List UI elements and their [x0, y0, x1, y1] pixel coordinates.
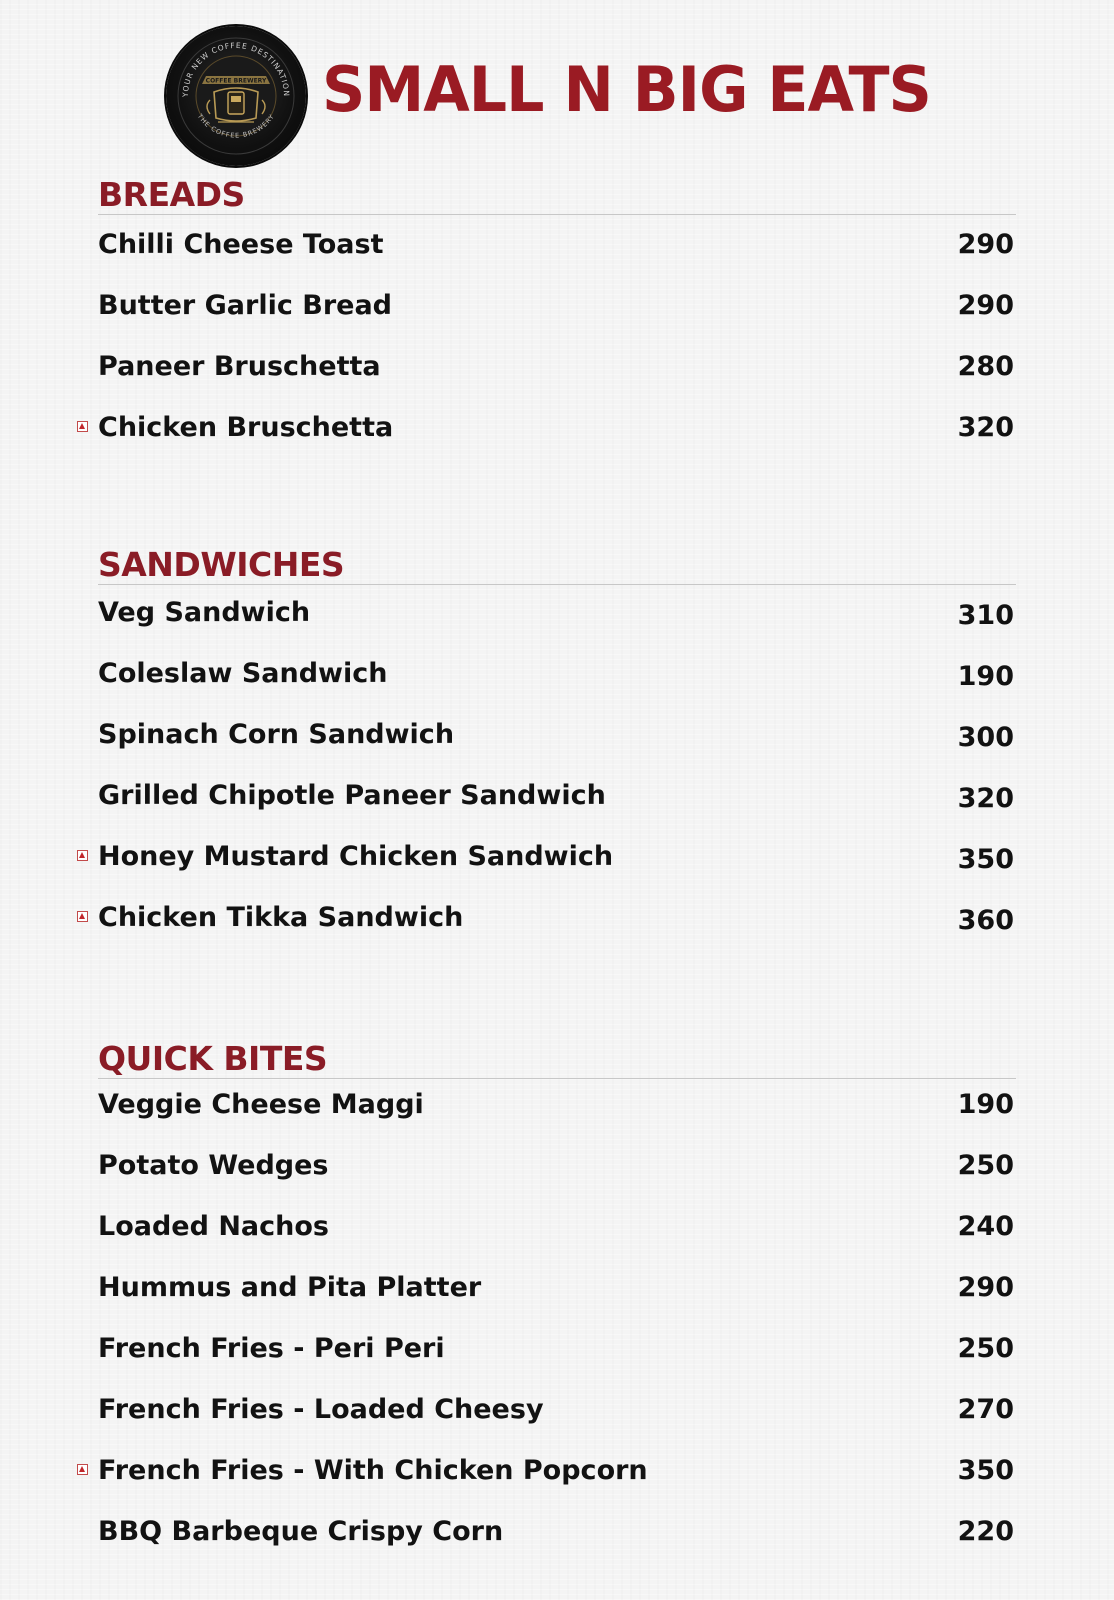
section-sandwiches — [98, 545, 1016, 936]
item-price: 360 — [957, 905, 1014, 936]
item-name: French Fries - Peri Peri — [98, 1333, 445, 1364]
item-name: French Fries - Loaded Cheesy — [98, 1394, 544, 1425]
item-price: 320 — [957, 783, 1014, 814]
item-name: Potato Wedges — [98, 1150, 329, 1181]
menu-item — [98, 776, 1016, 816]
menu-item — [98, 837, 1016, 877]
item-price: 320 — [957, 412, 1014, 443]
item-price: 350 — [957, 1455, 1014, 1486]
item-price: 220 — [957, 1516, 1014, 1547]
section-title: QUICK BITES — [98, 1040, 1016, 1079]
section-title: SANDWICHES — [98, 546, 1016, 585]
item-name: Chilli Cheese Toast — [98, 229, 384, 260]
item-price: 290 — [957, 1272, 1014, 1303]
menu-item — [98, 898, 1016, 938]
menu-item — [98, 1390, 1016, 1430]
item-name: Chicken Tikka Sandwich — [98, 902, 464, 933]
item-price: 250 — [957, 1150, 1014, 1181]
logo-ring-bottom-text: THE COFFEE BREWERY — [195, 112, 277, 140]
item-name: Coleslaw Sandwich — [98, 658, 388, 689]
item-name: Paneer Bruschetta — [98, 351, 381, 382]
logo-emblem-icon — [166, 26, 306, 166]
section-breads — [98, 175, 1016, 443]
item-price: 300 — [957, 722, 1014, 753]
menu-item — [98, 1085, 1016, 1125]
item-name: Butter Garlic Bread — [98, 290, 393, 321]
item-price: 190 — [957, 661, 1014, 692]
non-veg-icon — [77, 421, 88, 432]
item-price: 290 — [957, 290, 1014, 321]
coffee-brewery-logo — [166, 26, 306, 166]
item-price: 190 — [957, 1089, 1014, 1120]
logo-banner-text: COFFEE BREWERY — [205, 77, 267, 85]
item-price: 310 — [957, 600, 1014, 631]
menu-item — [98, 408, 1016, 448]
menu-item — [98, 1268, 1016, 1308]
menu-item — [98, 593, 1016, 633]
item-price: 250 — [957, 1333, 1014, 1364]
item-name: French Fries - With Chicken Popcorn — [98, 1455, 648, 1486]
menu-item — [98, 1512, 1016, 1552]
menu-item — [98, 1146, 1016, 1186]
item-price: 270 — [957, 1394, 1014, 1425]
menu-item — [98, 654, 1016, 694]
menu-item — [98, 715, 1016, 755]
non-veg-icon — [77, 850, 88, 861]
item-name: Hummus and Pita Platter — [98, 1272, 482, 1303]
menu-title: SMALL N BIG EATS — [322, 53, 931, 126]
menu-item — [98, 1451, 1016, 1491]
menu-item — [98, 1329, 1016, 1369]
item-name: Veg Sandwich — [98, 597, 311, 628]
item-name: Chicken Bruschetta — [98, 412, 394, 443]
non-veg-icon — [77, 911, 88, 922]
non-veg-icon — [77, 1464, 88, 1475]
section-title: BREADS — [98, 176, 1016, 215]
item-name: Grilled Chipotle Paneer Sandwich — [98, 780, 606, 811]
logo-ring-top-text: YOUR NEW COFFEE DESTINATION — [180, 40, 292, 98]
item-name: Honey Mustard Chicken Sandwich — [98, 841, 614, 872]
menu-item — [98, 286, 1016, 326]
section-quick-bites — [98, 1039, 1016, 1547]
item-name: Veggie Cheese Maggi — [98, 1089, 424, 1120]
item-price: 350 — [957, 844, 1014, 875]
item-price: 290 — [957, 229, 1014, 260]
menu-item — [98, 347, 1016, 387]
menu-item — [98, 225, 1016, 265]
item-name: BBQ Barbeque Crispy Corn — [98, 1516, 504, 1547]
item-price: 280 — [957, 351, 1014, 382]
menu-item — [98, 1207, 1016, 1247]
item-name: Loaded Nachos — [98, 1211, 330, 1242]
item-price: 240 — [957, 1211, 1014, 1242]
item-name: Spinach Corn Sandwich — [98, 719, 455, 750]
